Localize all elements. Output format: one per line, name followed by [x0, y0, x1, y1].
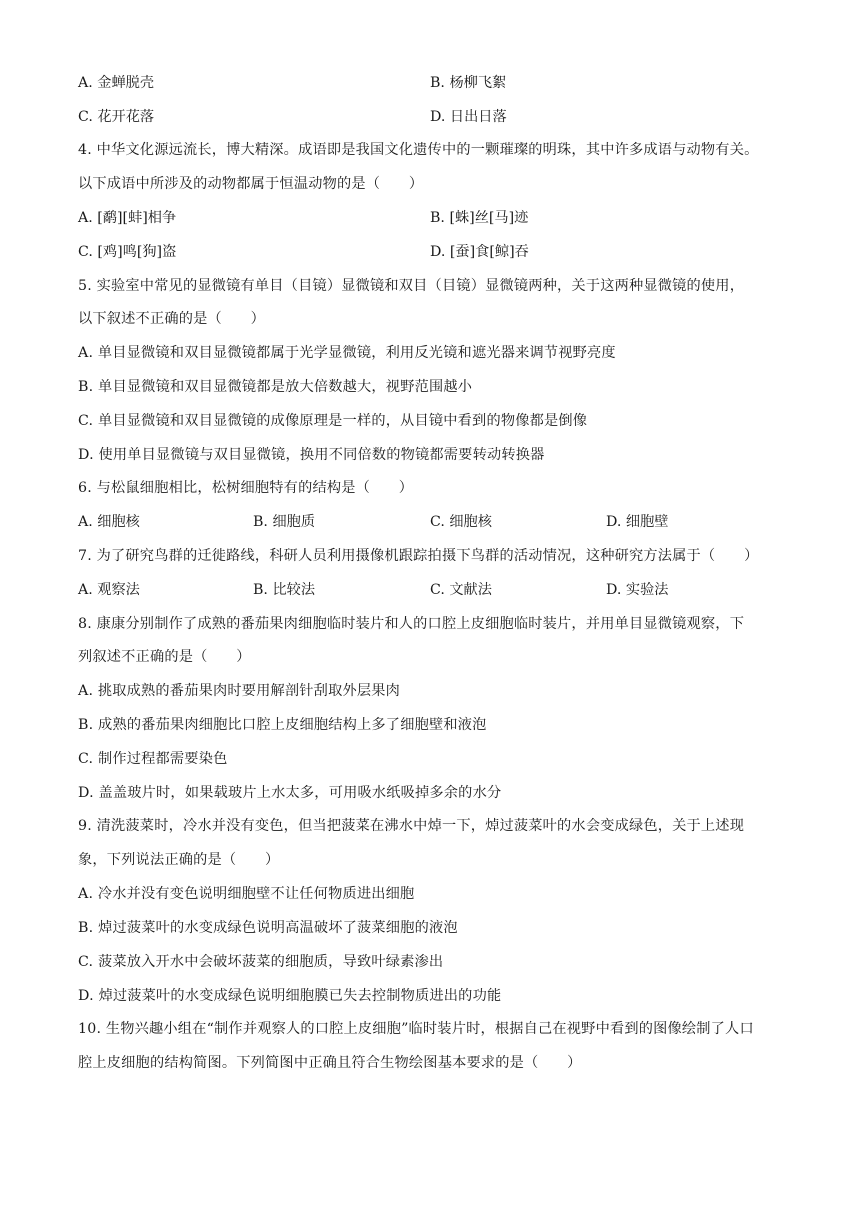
q7-option-a: A. 观察法 — [78, 582, 140, 598]
q8-stem-line-1: 8. 康康分别制作了成熟的番茄果肉细胞临时装片和人的口腔上皮细胞临时装片，并用单目显微镜观察，下 — [78, 616, 745, 632]
q3-options-row-1 — [78, 73, 798, 93]
q10-stem-line-1: 10. 生物兴趣小组在“制作并观察人的口腔上皮细胞”临时装片时，根据自己在视野中看到的图像绘制了人口 — [78, 1021, 754, 1037]
q5-option-b: B. 单目显微镜和双目显微镜都是放大倍数越大，视野范围越小 — [78, 379, 473, 395]
q3-option-d: D. 日出日落 — [430, 109, 507, 125]
q4-option-c: C. [鸡]鸣[狗]盗 — [78, 244, 177, 260]
q7-option-d: D. 实验法 — [606, 582, 669, 598]
q9-stem-line-2: 象，下列说法正确的是（ ） — [78, 852, 280, 868]
q4-options-row-2 — [78, 242, 798, 262]
q6-options-row — [78, 512, 798, 532]
q8-option-c: C. 制作过程都需要染色 — [78, 751, 228, 767]
q5-stem-line-2: 以下叙述不正确的是（ ） — [78, 311, 266, 327]
q10-stem-line-2: 腔上皮细胞的结构简图。下列简图中正确且符合生物绘图基本要求的是（ ） — [78, 1055, 582, 1071]
q5-option-d: D. 使用单目显微镜与双目显微镜，换用不同倍数的物镜都需要转动转换器 — [78, 447, 545, 463]
q3-option-c: C. 花开花落 — [78, 109, 155, 125]
q5-stem-line-1: 5. 实验室中常见的显微镜有单目（目镜）显微镜和双目（目镜）显微镜两种，关于这两种显微镜的使用， — [78, 278, 745, 294]
q5-option-a: A. 单目显微镜和双目显微镜都属于光学显微镜，利用反光镜和遮光器来调节视野亮度 — [78, 345, 616, 361]
q5-option-c: C. 单目显微镜和双目显微镜的成像原理是一样的，从目镜中看到的物像都是倒像 — [78, 413, 588, 429]
q9-option-c: C. 菠菜放入开水中会破坏菠菜的细胞质，导致叶绿素渗出 — [78, 954, 444, 970]
q8-option-a: A. 挑取成熟的番茄果肉时要用解剖针刮取外层果肉 — [78, 683, 401, 699]
q6-option-d: D. 细胞壁 — [606, 514, 669, 530]
q4-stem-line-2: 以下成语中所涉及的动物都属于恒温动物的是（ ） — [78, 176, 424, 192]
q3-option-b: B. 杨柳飞絮 — [430, 75, 507, 91]
q7-option-b: B. 比较法 — [253, 582, 316, 598]
q4-option-d: D. [蚕]食[鲸]吞 — [430, 244, 529, 260]
q4-options-row-1 — [78, 208, 798, 228]
q8-stem-line-2: 列叙述不正确的是（ ） — [78, 649, 251, 665]
q7-option-c: C. 文献法 — [430, 582, 492, 598]
q7-options-row — [78, 580, 798, 600]
q3-option-a: A. 金蝉脱壳 — [78, 75, 155, 91]
q3-options-row-2 — [78, 107, 798, 127]
q4-option-a: A. [鹬][蚌]相争 — [78, 210, 177, 226]
q6-stem: 6. 与松鼠细胞相比，松树细胞特有的结构是（ ） — [78, 480, 414, 496]
q8-option-d: D. 盖盖玻片时，如果载玻片上水太多，可用吸水纸吸掉多余的水分 — [78, 785, 502, 801]
q7-stem: 7. 为了研究鸟群的迁徙路线，科研人员利用摄像机跟踪拍摄下鸟群的活动情况，这种研究方法属于（ ） — [78, 548, 759, 564]
q9-option-a: A. 冷水并没有变色说明细胞壁不让任何物质进出细胞 — [78, 886, 415, 902]
q8-option-b: B. 成熟的番茄果肉细胞比口腔上皮细胞结构上多了细胞壁和液泡 — [78, 717, 487, 733]
q9-option-b: B. 焯过菠菜叶的水变成绿色说明高温破坏了菠菜细胞的液泡 — [78, 920, 458, 936]
q4-stem-line-1: 4. 中华文化源远流长，博大精深。成语即是我国文化遗传中的一颗璀璨的明珠，其中许多成语与动物有关。 — [78, 142, 759, 158]
q6-option-b: B. 细胞质 — [253, 514, 316, 530]
q9-option-d: D. 焯过菠菜叶的水变成绿色说明细胞膜已失去控制物质进出的功能 — [78, 988, 502, 1004]
q9-stem-line-1: 9. 清洗菠菜时，冷水并没有变色，但当把菠菜在沸水中焯一下，焯过菠菜叶的水会变成绿色，关于上述现 — [78, 818, 745, 834]
q6-option-a: A. 细胞核 — [78, 514, 140, 530]
q4-option-b: B. [蛛]丝[马]迹 — [430, 210, 529, 226]
q6-option-c: C. 细胞核 — [430, 514, 492, 530]
